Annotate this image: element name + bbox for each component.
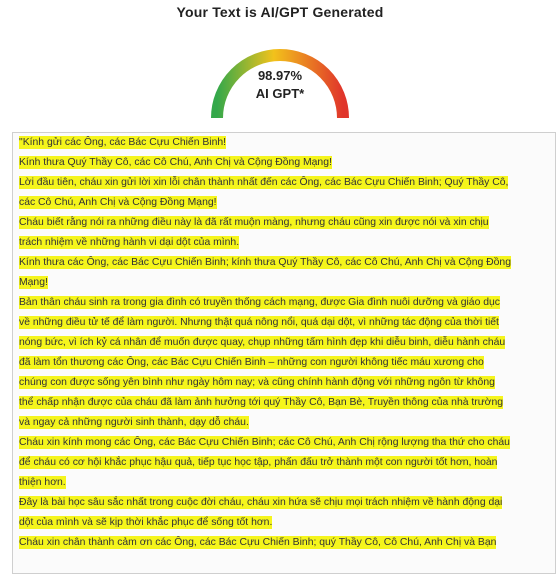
ai-gauge-label: AI GPT*: [255, 86, 305, 101]
ai-percentage: 98.97%: [257, 68, 303, 83]
text-line: [19, 393, 547, 413]
highlighted-text: Bản thân cháu sinh ra trong gia đình có truyền thống cách mạng, được Gia đình nuôi dưỡng và giáo dục: [19, 297, 500, 308]
highlighted-text: về những điều tử tế để làm người. Nhưng thật quá nông nổi, quá dại dột, vì những tác động của thời tiết: [19, 317, 499, 328]
highlighted-text: và ngay cả những người sinh thành, dạy dỗ cháu.: [19, 417, 249, 428]
text-line: [19, 153, 547, 173]
highlighted-text: Kính thưa các Ông, các Bác Cựu Chiến Binh; kính thưa Quý Thầy Cô, các Cô Chú, Anh Chị và Cộng Đồng: [19, 257, 511, 268]
highlighted-text: dột của mình và sẽ kịp thời khắc phục để sống tốt hơn.: [19, 517, 273, 528]
highlighted-text: nóng bức, vì ích kỷ cá nhân để muốn được quay, chụp những tấm hình đẹp khi diễu binh, diễu hành cháu: [19, 337, 506, 348]
highlighted-text: Cháu biết rằng nói ra những điều này là đã rất muộn màng, nhưng cháu cũng xin được nói và xin chịu: [19, 217, 489, 228]
text-line: [19, 493, 547, 513]
highlighted-text: để cháu có cơ hội khắc phục hậu quả, tiếp tục học tập, phấn đấu trở thành một con người tốt hơn, hoàn: [19, 457, 498, 468]
text-line: [19, 313, 547, 333]
text-line: [19, 433, 547, 453]
text-line: [19, 413, 547, 433]
text-line: [19, 353, 547, 373]
analyzed-text-box: [12, 132, 556, 574]
highlighted-text: Mạng!: [19, 277, 48, 288]
text-line: [19, 133, 547, 153]
highlighted-text: Lời đầu tiên, cháu xin gửi lời xin lỗi chân thành nhất đến các Ông, các Bác Cựu Chiến Binh; Quý Thầy Cô,: [19, 177, 509, 188]
highlighted-text: các Cô Chú, Anh Chị và Cộng Đồng Mạng!: [19, 197, 217, 208]
text-line: [19, 193, 547, 213]
text-line: [19, 293, 547, 313]
text-line: [19, 273, 547, 293]
highlighted-text: Cháu xin chân thành cảm ơn các Ông, các Bác Cựu Chiến Binh; quý Thầy Cô, Cô Chú, Anh Chị và Bạn: [19, 537, 497, 548]
highlighted-text: trách nhiệm về những hành vi dại dột của mình.: [19, 237, 240, 248]
text-line: [19, 373, 547, 393]
highlighted-text: Đây là bài học sâu sắc nhất trong cuộc đời cháu, cháu xin hứa sẽ chịu mọi trách nhiệm về hành động dại: [19, 497, 503, 508]
highlighted-text: chúng con được sống yên bình như ngày hôm nay; và cũng chính hành động với những ngôn từ không: [19, 377, 495, 388]
text-line: [19, 173, 547, 193]
highlighted-text: "Kính gửi các Ông, các Bác Cựu Chiến Binh!: [19, 137, 227, 148]
highlighted-text: thiện hơn.: [19, 477, 66, 488]
text-line: [19, 453, 547, 473]
text-line: [19, 513, 547, 533]
highlighted-text: thể chấp nhận được của cháu đã làm ảnh hưởng tới quý Thầy Cô, Bạn Bè, Truyền thông của nhà trường: [19, 397, 504, 408]
text-line: [19, 233, 547, 253]
text-line: [19, 473, 547, 493]
highlighted-text: đã làm tổn thương các Ông, các Bác Cựu Chiến Binh – những con người không tiếc máu xương cho: [19, 357, 484, 368]
text-line: [19, 213, 547, 233]
text-line: [19, 333, 547, 353]
text-line: [19, 253, 547, 273]
analyzed-text: [13, 133, 555, 553]
highlighted-text: Cháu xin kính mong các Ông, các Bác Cựu Chiến Binh; các Cô Chú, Anh Chị rộng lượng tha thứ cho cháu: [19, 437, 510, 448]
result-title: Your Text is AI/GPT Generated: [176, 4, 384, 20]
highlighted-text: Kính thưa Quý Thầy Cô, các Cô Chú, Anh Chị và Cộng Đồng Mạng!: [19, 157, 332, 168]
text-line: [19, 533, 547, 553]
